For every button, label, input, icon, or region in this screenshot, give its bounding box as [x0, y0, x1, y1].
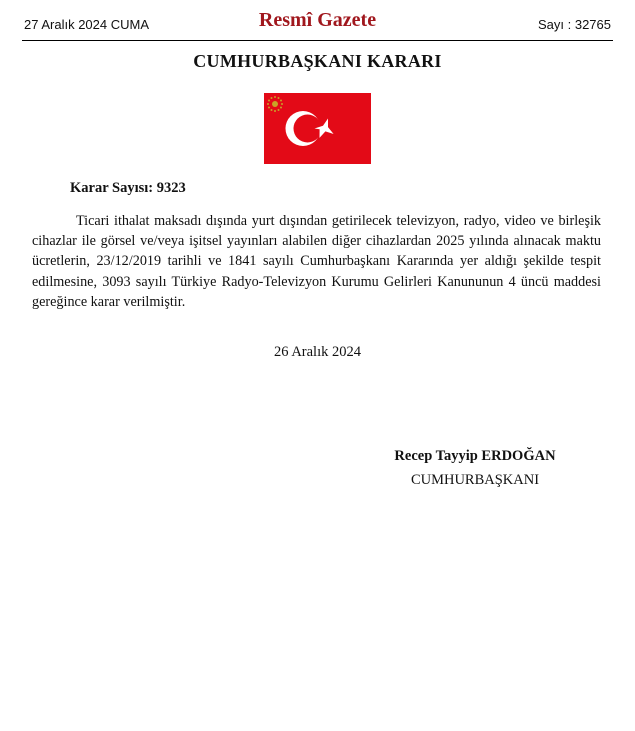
decision-date: 26 Aralık 2024 — [274, 344, 361, 360]
gazette-header — [22, 8, 613, 41]
issue-number: Sayı : 32765 — [538, 17, 611, 32]
decision-body: Ticari ithalat maksadı dışında yurt dışından getirilecek televizyon, radyo, video ve birleşik cihazlar ile görsel ve/veya işitsel yayınları alabilen diğer cihazlardan 2025 yılında alınacak maktu ücretlerin, 23/12/2019 tarihli ve 1841 sayılı Cumhurbaşkanı Kararında yer aldığı şekilde tespit edilmesine, 3093 sayılı Türkiye Radyo-Televizyon Kurumu Gelirleri Kanununun 4 üncü maddesi gereğince karar verilmiştir. — [32, 213, 601, 310]
decision-number: Karar Sayısı: 9323 — [70, 180, 186, 196]
document-title: CUMHURBAŞKANI KARARI — [193, 51, 442, 71]
turkish-flag-icon — [264, 93, 371, 164]
signatory-name: Recep Tayyip ERDOĞAN — [394, 448, 556, 464]
gazette-brand: Resmî Gazete — [258, 9, 377, 31]
signature-block — [380, 444, 570, 492]
signatory-title: CUMHURBAŞKANI — [410, 472, 540, 488]
header-date: 27 Aralık 2024 CUMA — [24, 17, 150, 32]
